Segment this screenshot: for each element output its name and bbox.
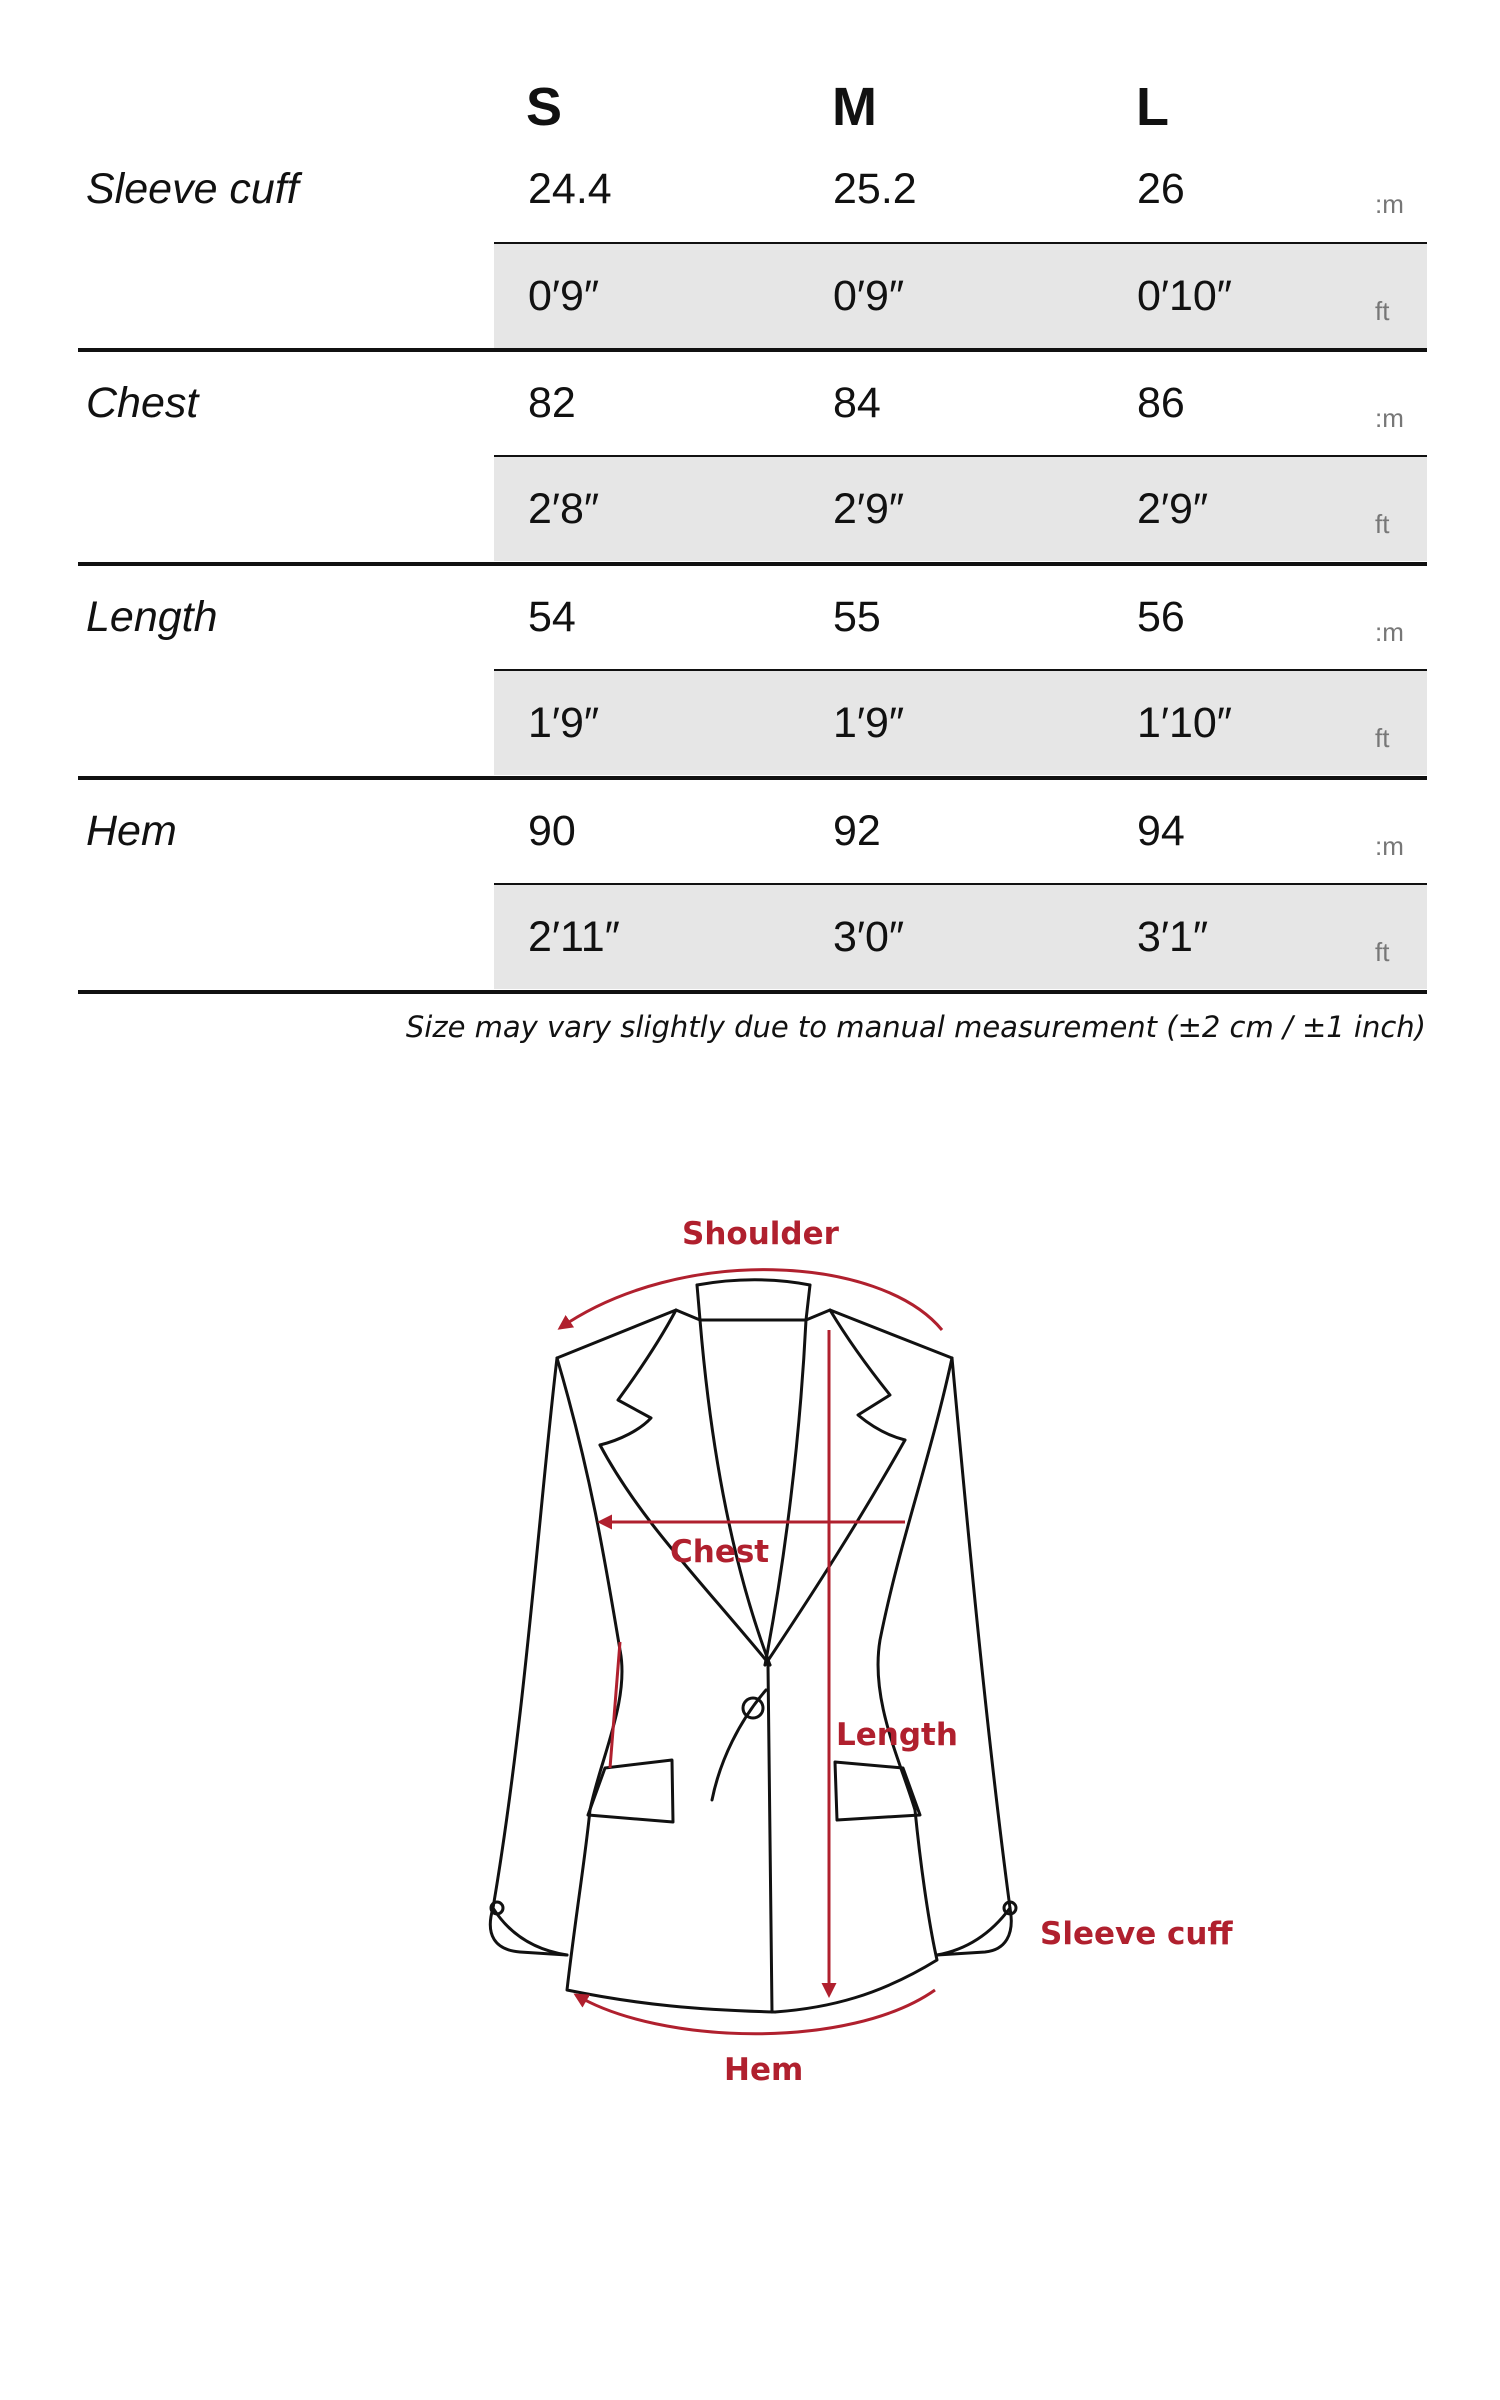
- divider: [78, 348, 1427, 352]
- unit-ft: ft: [1375, 723, 1390, 753]
- measurement-arrows: [560, 1270, 942, 2034]
- label-chest: Chest: [670, 1534, 770, 1570]
- ft-value: 2′9″: [1137, 485, 1209, 533]
- ft-value: 2′11″: [528, 913, 620, 961]
- cm-value: 54: [528, 593, 576, 641]
- label-sleeve-cuff: Sleeve cuff: [1040, 1916, 1233, 1952]
- cm-value: 26: [1137, 165, 1185, 213]
- ft-row-band: [494, 671, 1427, 775]
- label-length: Length: [836, 1717, 958, 1753]
- unit-ft: ft: [1375, 296, 1390, 326]
- measurement-note: Size may vary slightly due to manual measurement (±2 cm / ±1 inch): [405, 1010, 1426, 1044]
- ft-row-band: [494, 457, 1427, 561]
- size-header-l: L: [1136, 77, 1169, 137]
- ft-value: 0′9″: [528, 272, 600, 320]
- unit-cm: :m: [1375, 189, 1404, 219]
- ft-value: 1′9″: [833, 699, 905, 747]
- cm-value: 92: [833, 807, 881, 855]
- cm-value: 56: [1137, 593, 1185, 641]
- cm-value: 24.4: [528, 165, 612, 213]
- unit-cm: :m: [1375, 403, 1404, 433]
- divider: [78, 990, 1427, 994]
- divider: [78, 562, 1427, 566]
- cm-value: 86: [1137, 379, 1185, 427]
- row-label-length: Length: [86, 593, 218, 641]
- ft-value: 0′9″: [833, 272, 905, 320]
- cm-value: 84: [833, 379, 881, 427]
- divider: [78, 776, 1427, 780]
- row-label-chest: Chest: [86, 379, 199, 427]
- ft-row-band: [494, 244, 1427, 348]
- cm-value: 82: [528, 379, 576, 427]
- cm-value: 94: [1137, 807, 1185, 855]
- label-hem: Hem: [724, 2052, 804, 2088]
- blazer-measurement-diagram: [0, 1180, 1500, 2140]
- ft-value: 2′9″: [833, 485, 905, 533]
- row-label-hem: Hem: [86, 807, 177, 855]
- unit-cm: :m: [1375, 617, 1404, 647]
- cm-value: 90: [528, 807, 576, 855]
- label-shoulder: Shoulder: [682, 1216, 839, 1252]
- unit-cm: :m: [1375, 831, 1404, 861]
- row-label-sleeve-cuff: Sleeve cuff: [86, 165, 299, 213]
- ft-value: 2′8″: [528, 485, 600, 533]
- unit-ft: ft: [1375, 937, 1390, 967]
- ft-value: 0′10″: [1137, 272, 1233, 320]
- size-header-s: S: [526, 77, 563, 137]
- ft-value: 3′0″: [833, 913, 905, 961]
- unit-ft: ft: [1375, 509, 1390, 539]
- blazer-outline: [490, 1280, 1016, 2012]
- size-header-m: M: [832, 77, 877, 137]
- ft-row-band: [494, 885, 1427, 989]
- cm-value: 55: [833, 593, 881, 641]
- cm-value: 25.2: [833, 165, 917, 213]
- ft-value: 1′10″: [1137, 699, 1233, 747]
- ft-value: 3′1″: [1137, 913, 1209, 961]
- ft-value: 1′9″: [528, 699, 600, 747]
